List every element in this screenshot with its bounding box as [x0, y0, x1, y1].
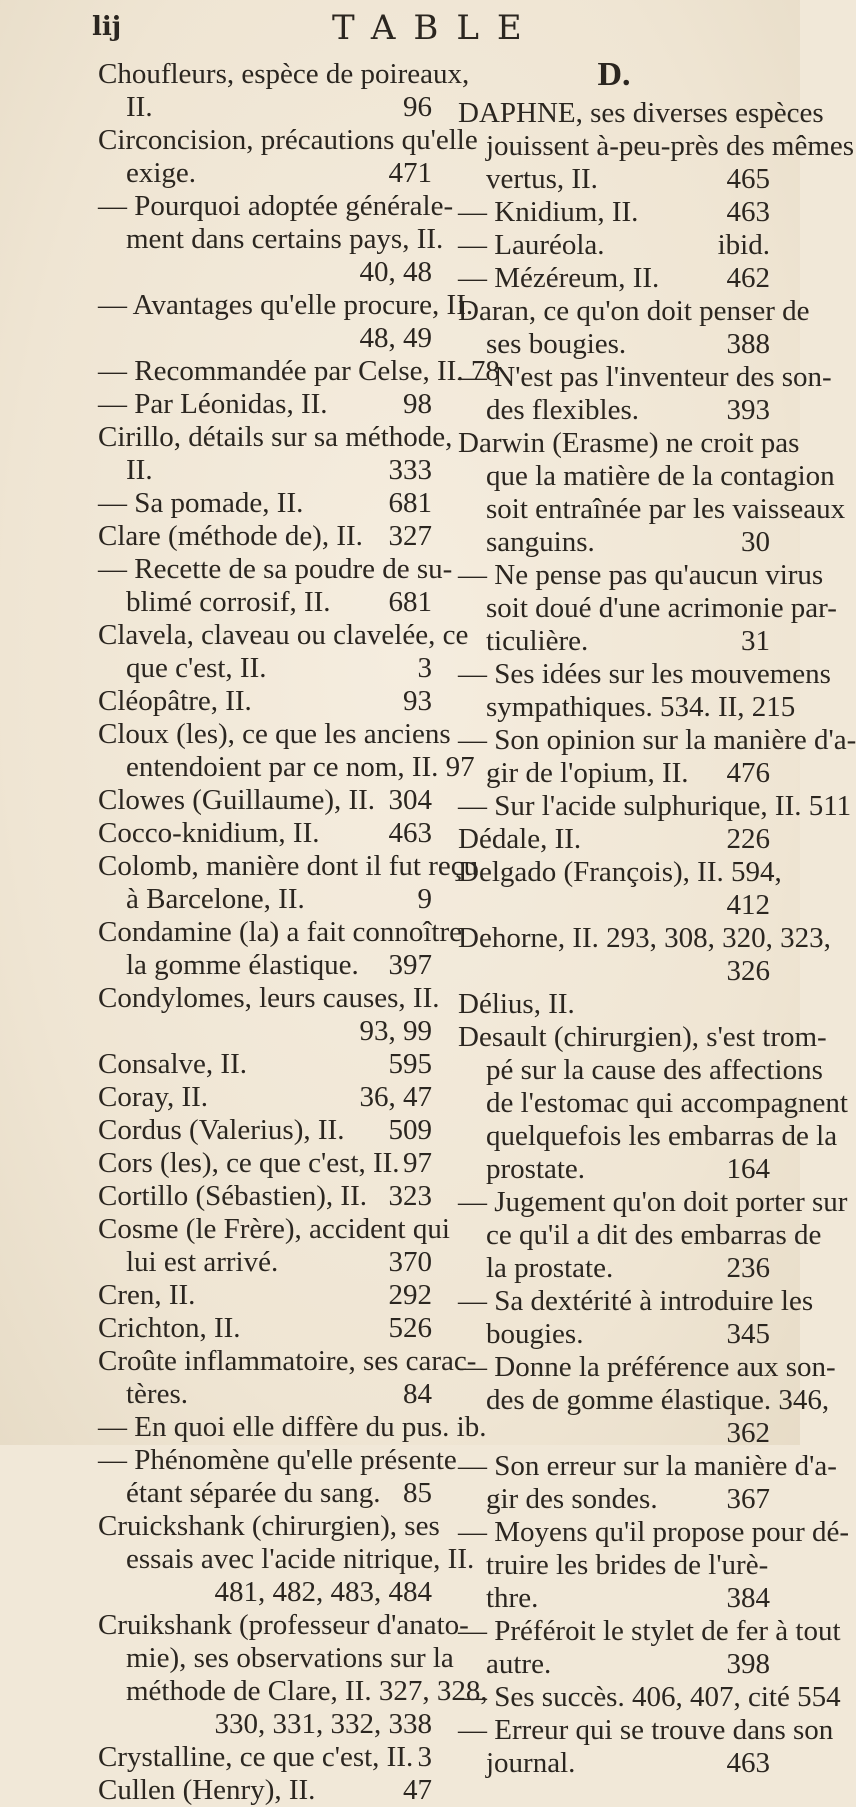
- index-entry: [98, 1444, 457, 1510]
- entry-continuation: [98, 1246, 432, 1279]
- entry-headline: [98, 817, 432, 850]
- entry-text: Cors (les), ce que c'est, II.: [98, 1147, 400, 1179]
- index-entry: [458, 559, 837, 658]
- entry-headline: DAPHNE, ses diverses espèces: [458, 97, 824, 129]
- entry-headline: [98, 1279, 432, 1312]
- page-reference: 471: [388, 157, 432, 189]
- entry-continuation: entendoient par ce nom, II. 97: [126, 751, 475, 783]
- page-reference: 398: [726, 1648, 770, 1680]
- entry-text: II.: [126, 454, 153, 486]
- entry-text: prostate.: [486, 1153, 586, 1185]
- entry-headline: — Ses succès. 406, 407, cité 554: [458, 1681, 841, 1713]
- entry-headline: [98, 1312, 432, 1345]
- page-reference: 462: [726, 262, 770, 294]
- entry-headline: — Ses idées sur les mouvemens: [458, 658, 831, 690]
- entry-headline: [458, 262, 770, 295]
- index-entry: [98, 1345, 477, 1411]
- index-entry: [98, 1081, 432, 1114]
- entry-continuation: [98, 949, 432, 982]
- entry-headline: Choufleurs, espèce de poireaux,: [98, 58, 470, 90]
- page-reference: 47: [403, 1774, 432, 1806]
- index-entry: [458, 922, 831, 988]
- page-reference: 509: [388, 1114, 432, 1146]
- entry-continuation: [458, 526, 770, 559]
- entry-continuation: [458, 757, 770, 790]
- entry-headline: [98, 1147, 432, 1180]
- entry-continuation: [458, 1318, 770, 1351]
- entry-text: Dédale, II.: [458, 823, 582, 855]
- entry-continuation: soit entraînée par les vaisseaux: [486, 493, 846, 525]
- entry-text: Crichton, II.: [98, 1312, 241, 1344]
- entry-headline: Colomb, manière dont il fut reçu: [98, 850, 479, 882]
- page-reference: 384: [726, 1582, 770, 1614]
- index-entry: [98, 1510, 475, 1609]
- page-reference: 397: [388, 949, 432, 981]
- index-entry: [458, 790, 852, 823]
- page-reference: 3: [417, 652, 432, 684]
- entry-headline: [98, 520, 432, 553]
- entry-text: — Knidium, II.: [458, 196, 639, 228]
- page-reference: 465: [726, 163, 770, 195]
- entry-continuation: 481, 482, 483, 484: [214, 1576, 432, 1608]
- entry-text: Coray, II.: [98, 1081, 209, 1113]
- entry-continuation: [458, 394, 770, 427]
- entry-text: Cullen (Henry), II.: [98, 1774, 316, 1806]
- entry-text: des flexibles.: [486, 394, 640, 426]
- entry-continuation: que la matière de la contagion: [486, 460, 835, 492]
- entry-text: la gomme élastique.: [126, 949, 359, 981]
- index-entry: [458, 1681, 841, 1714]
- entry-headline: Cosme (le Frère), accident qui: [98, 1213, 450, 1245]
- index-entry: [98, 58, 470, 124]
- page-reference: 370: [388, 1246, 432, 1278]
- section-letter: D.: [597, 56, 631, 93]
- entry-text: tères.: [126, 1378, 188, 1410]
- entry-continuation: mie), ses observations sur la: [126, 1642, 454, 1674]
- entry-continuation: truire les brides de l'urè-: [486, 1549, 769, 1581]
- entry-continuation: ment dans certains pays, II.: [126, 223, 444, 255]
- entry-headline: Circoncision, précautions qu'elle: [98, 124, 478, 156]
- entry-headline: — Avantages qu'elle procure, II.: [98, 289, 474, 321]
- entry-headline: — Son opinion sur la manière d'a-: [458, 724, 856, 756]
- entry-continuation: [458, 1483, 770, 1516]
- entry-continuation: méthode de Clare, II. 327, 328,: [126, 1675, 488, 1707]
- page-reference: 164: [726, 1153, 770, 1185]
- entry-headline: Délius, II.: [458, 988, 575, 1020]
- entry-continuation: 412: [726, 889, 770, 921]
- index-entry: [98, 718, 475, 784]
- entry-continuation: [98, 454, 432, 487]
- entry-text: blimé corrosif, II.: [126, 586, 331, 618]
- index-entry: [458, 1351, 836, 1450]
- index-entry: [458, 988, 770, 1021]
- right-entries: [458, 97, 856, 1780]
- entry-headline: [458, 196, 770, 229]
- index-entry: [458, 1615, 841, 1681]
- entry-text: étant séparée du sang.: [126, 1477, 381, 1509]
- entry-headline: Cirillo, détails sur sa méthode,: [98, 421, 453, 453]
- entry-continuation: [458, 328, 770, 361]
- entry-text: — Lauréola.: [458, 229, 605, 261]
- page-reference: 681: [388, 487, 432, 519]
- entry-text: à Barcelone, II.: [126, 883, 305, 915]
- entry-text: Crystalline, ce que c'est, II.: [98, 1741, 414, 1773]
- entry-continuation: soit doué d'une acrimonie par-: [486, 592, 837, 624]
- entry-headline: — Préféroit le stylet de fer à tout: [458, 1615, 841, 1647]
- index-entry: [98, 1609, 488, 1741]
- entry-headline: Condamine (la) a fait connoître: [98, 916, 462, 948]
- entry-text: II.: [126, 91, 153, 123]
- index-entry: [98, 1114, 432, 1147]
- entry-text: — Par Léonidas, II.: [98, 388, 328, 420]
- entry-headline: — Recette de sa poudre de su-: [98, 553, 453, 585]
- index-entry: [98, 916, 462, 982]
- entry-headline: [98, 487, 432, 520]
- entry-continuation: [98, 1477, 432, 1510]
- index-entry: [98, 520, 432, 553]
- entry-continuation: [98, 157, 432, 190]
- index-entry: [98, 124, 478, 190]
- index-entry: [458, 97, 855, 196]
- entry-continuation: 40, 48: [359, 256, 432, 288]
- entry-text: Cocco-knidium, II.: [98, 817, 320, 849]
- entry-text: — Mézéreum, II.: [458, 262, 660, 294]
- page-reference: 84: [403, 1378, 432, 1410]
- entry-headline: [98, 784, 432, 817]
- entry-headline: — N'est pas l'inventeur des son-: [458, 361, 832, 393]
- index-entry: [458, 427, 846, 559]
- entry-text: autre.: [486, 1648, 552, 1680]
- index-entry: [98, 355, 500, 388]
- entry-headline: Clavela, claveau ou clavelée, ce: [98, 619, 469, 651]
- entry-text: Clare (méthode de), II.: [98, 520, 363, 552]
- index-entry: [98, 1741, 432, 1774]
- index-entry: [98, 421, 453, 487]
- entry-continuation: 362: [726, 1417, 770, 1449]
- entry-headline: — Recommandée par Celse, II. 78: [98, 355, 500, 387]
- entry-headline: Cruikshank (professeur d'anato-: [98, 1609, 469, 1641]
- index-entry: [98, 1213, 450, 1279]
- entry-text: Cléopâtre, II.: [98, 685, 252, 717]
- entry-headline: [98, 1114, 432, 1147]
- page-reference: 226: [726, 823, 770, 855]
- entry-headline: — Donne la préférence aux son-: [458, 1351, 836, 1383]
- entry-continuation: [458, 1747, 770, 1780]
- entry-continuation: [458, 1648, 770, 1681]
- entry-continuation: pé sur la cause des affections: [486, 1054, 823, 1086]
- page-folio: lij: [92, 12, 122, 42]
- entry-text: Cordus (Valerius), II.: [98, 1114, 345, 1146]
- entry-headline: Darwin (Erasme) ne croit pas: [458, 427, 800, 459]
- index-entry: [98, 1048, 432, 1081]
- page-reference: 393: [726, 394, 770, 426]
- entry-text: Cren, II.: [98, 1279, 196, 1311]
- index-entry: [98, 487, 432, 520]
- entry-continuation: 48, 49: [359, 322, 432, 354]
- entry-headline: — Erreur qui se trouve dans son: [458, 1714, 834, 1746]
- entry-continuation: jouissent à-peu-près des mêmes: [486, 130, 855, 162]
- right-column: [458, 56, 856, 1780]
- entry-headline: Cruickshank (chirurgien), ses: [98, 1510, 440, 1542]
- page-reference: 97: [403, 1147, 432, 1179]
- entry-text: bougies.: [486, 1318, 584, 1350]
- entry-headline: — Sur l'acide sulphurique, II. 511: [458, 790, 852, 822]
- entry-headline: — Phénomène qu'elle présente: [98, 1444, 457, 1476]
- entry-text: vertus, II.: [486, 163, 598, 195]
- entry-headline: [98, 685, 432, 718]
- entry-continuation: sympathiques. 534. II, 215: [486, 691, 796, 723]
- entry-continuation: de l'estomac qui accompagnent: [486, 1087, 848, 1119]
- page-reference: 327: [388, 520, 432, 552]
- entry-continuation: [98, 1378, 432, 1411]
- page-reference: 526: [388, 1312, 432, 1344]
- entry-continuation: ce qu'il a dit des embarras de: [486, 1219, 822, 1251]
- page-reference: 681: [388, 586, 432, 618]
- entry-text: journal.: [486, 1747, 576, 1779]
- index-entry: [98, 1411, 487, 1444]
- index-entry: [458, 196, 770, 229]
- entry-continuation: [98, 586, 432, 619]
- page-reference: 98: [403, 388, 432, 420]
- index-entry: [458, 361, 832, 427]
- entry-headline: Cloux (les), ce que les anciens: [98, 718, 451, 750]
- entry-headline: — Jugement qu'on doit porter sur: [458, 1186, 848, 1218]
- page-reference: 304: [388, 784, 432, 816]
- entry-continuation: 326: [726, 955, 770, 987]
- index-entry: [98, 619, 469, 685]
- entry-headline: [98, 1180, 432, 1213]
- page-reference: 476: [726, 757, 770, 789]
- entry-headline: [98, 1774, 432, 1807]
- entry-headline: [98, 388, 432, 421]
- entry-continuation: [98, 91, 432, 124]
- index-entry: [458, 823, 770, 856]
- entry-headline: — Ne pense pas qu'aucun virus: [458, 559, 824, 591]
- entry-continuation: [458, 625, 770, 658]
- index-entry: [458, 1285, 814, 1351]
- page-reference: 30: [741, 526, 770, 558]
- index-entry: [458, 658, 831, 724]
- index-entry: [98, 784, 432, 817]
- index-entry: [98, 817, 432, 850]
- left-column: [98, 58, 500, 1807]
- page-reference: 31: [741, 625, 770, 657]
- index-entry: [98, 685, 432, 718]
- index-entry: [458, 1021, 848, 1186]
- index-entry: [458, 295, 810, 361]
- page-reference: 292: [388, 1279, 432, 1311]
- entry-text: thre.: [486, 1582, 539, 1614]
- page-reference: 367: [726, 1483, 770, 1515]
- entry-headline: [98, 1048, 432, 1081]
- entry-headline: Daran, ce qu'on doit penser de: [458, 295, 810, 327]
- entry-headline: — Son erreur sur la manière d'a-: [458, 1450, 837, 1482]
- page-reference: 96: [403, 91, 432, 123]
- entry-continuation: 93, 99: [359, 1015, 432, 1047]
- index-entry: [458, 1450, 837, 1516]
- page-reference: 388: [726, 328, 770, 360]
- page-reference: 595: [388, 1048, 432, 1080]
- page-reference: 345: [726, 1318, 770, 1350]
- page-header: [92, 8, 720, 50]
- entry-text: Clowes (Guillaume), II.: [98, 784, 376, 816]
- entry-text: ticulière.: [486, 625, 589, 657]
- entry-text: sanguins.: [486, 526, 595, 558]
- page-reference: 85: [403, 1477, 432, 1509]
- entry-text: gir de l'opium, II.: [486, 757, 689, 789]
- entry-continuation: [458, 1153, 770, 1186]
- page-reference: 9: [417, 883, 432, 915]
- index-entry: [98, 1279, 432, 1312]
- index-entry: [458, 262, 770, 295]
- index-entry: [98, 1312, 432, 1345]
- entry-text: que c'est, II.: [126, 652, 267, 684]
- entry-headline: Condylomes, leurs causes, II.: [98, 982, 440, 1014]
- index-entry: [98, 850, 479, 916]
- entry-headline: Desault (chirurgien), s'est trom-: [458, 1021, 827, 1053]
- page-reference: 333: [388, 454, 432, 486]
- entry-text: ses bougies.: [486, 328, 627, 360]
- entry-continuation: 330, 331, 332, 338: [214, 1708, 432, 1740]
- index-entry: [458, 229, 770, 262]
- page-reference: 463: [726, 1747, 770, 1779]
- entry-continuation: quelquefois les embarras de la: [486, 1120, 838, 1152]
- index-entry: [458, 1186, 848, 1285]
- entry-headline: — Moyens qu'il propose pour dé-: [458, 1516, 850, 1548]
- entry-headline: — En quoi elle diffère du pus. ib.: [98, 1411, 487, 1443]
- entry-text: gir des sondes.: [486, 1483, 658, 1515]
- entry-continuation: essais avec l'acide nitrique, II.: [126, 1543, 475, 1575]
- page-reference: 323: [388, 1180, 432, 1212]
- page-reference: 463: [726, 196, 770, 228]
- page-reference: 463: [388, 817, 432, 849]
- entry-text: exige.: [126, 157, 197, 189]
- index-entry: [458, 856, 782, 922]
- entry-text: Consalve, II.: [98, 1048, 247, 1080]
- entry-headline: [458, 823, 770, 856]
- entry-continuation: [458, 1582, 770, 1615]
- entry-headline: [98, 1741, 432, 1774]
- index-entry: [98, 1774, 432, 1807]
- entry-continuation: [458, 1252, 770, 1285]
- page-reference: ibid.: [717, 229, 770, 261]
- running-title: TABLE: [332, 8, 540, 48]
- index-entry: [458, 724, 856, 790]
- index-entry: [458, 1714, 834, 1780]
- entry-continuation: [458, 163, 770, 196]
- entry-continuation: [98, 883, 432, 916]
- index-entry: [98, 1147, 432, 1180]
- page-reference: 3: [417, 1741, 432, 1773]
- entry-continuation: [98, 652, 432, 685]
- entry-text: Cortillo (Sébastien), II.: [98, 1180, 368, 1212]
- index-entry: [98, 190, 454, 289]
- index-entry: [98, 289, 474, 355]
- entry-headline: [458, 229, 770, 262]
- entry-text: la prostate.: [486, 1252, 614, 1284]
- index-entry: [98, 982, 440, 1048]
- entry-continuation: des de gomme élastique. 346,: [486, 1384, 830, 1416]
- entry-headline: Delgado (François), II. 594,: [458, 856, 782, 888]
- entry-headline: — Sa dextérité à introduire les: [458, 1285, 814, 1317]
- index-entry: [458, 1516, 850, 1615]
- index-entry: [98, 1180, 432, 1213]
- entry-headline: Croûte inflammatoire, ses carac-: [98, 1345, 477, 1377]
- page-reference: 93: [403, 685, 432, 717]
- page-reference: 36, 47: [359, 1081, 432, 1113]
- page-reference: 236: [726, 1252, 770, 1284]
- entry-headline: Dehorne, II. 293, 308, 320, 323,: [458, 922, 831, 954]
- entry-text: lui est arrivé.: [126, 1246, 279, 1278]
- index-entry: [98, 553, 453, 619]
- index-entry: [98, 388, 432, 421]
- entry-headline: [98, 1081, 432, 1114]
- entry-headline: — Pourquoi adoptée générale-: [98, 190, 454, 222]
- entry-text: — Sa pomade, II.: [98, 487, 304, 519]
